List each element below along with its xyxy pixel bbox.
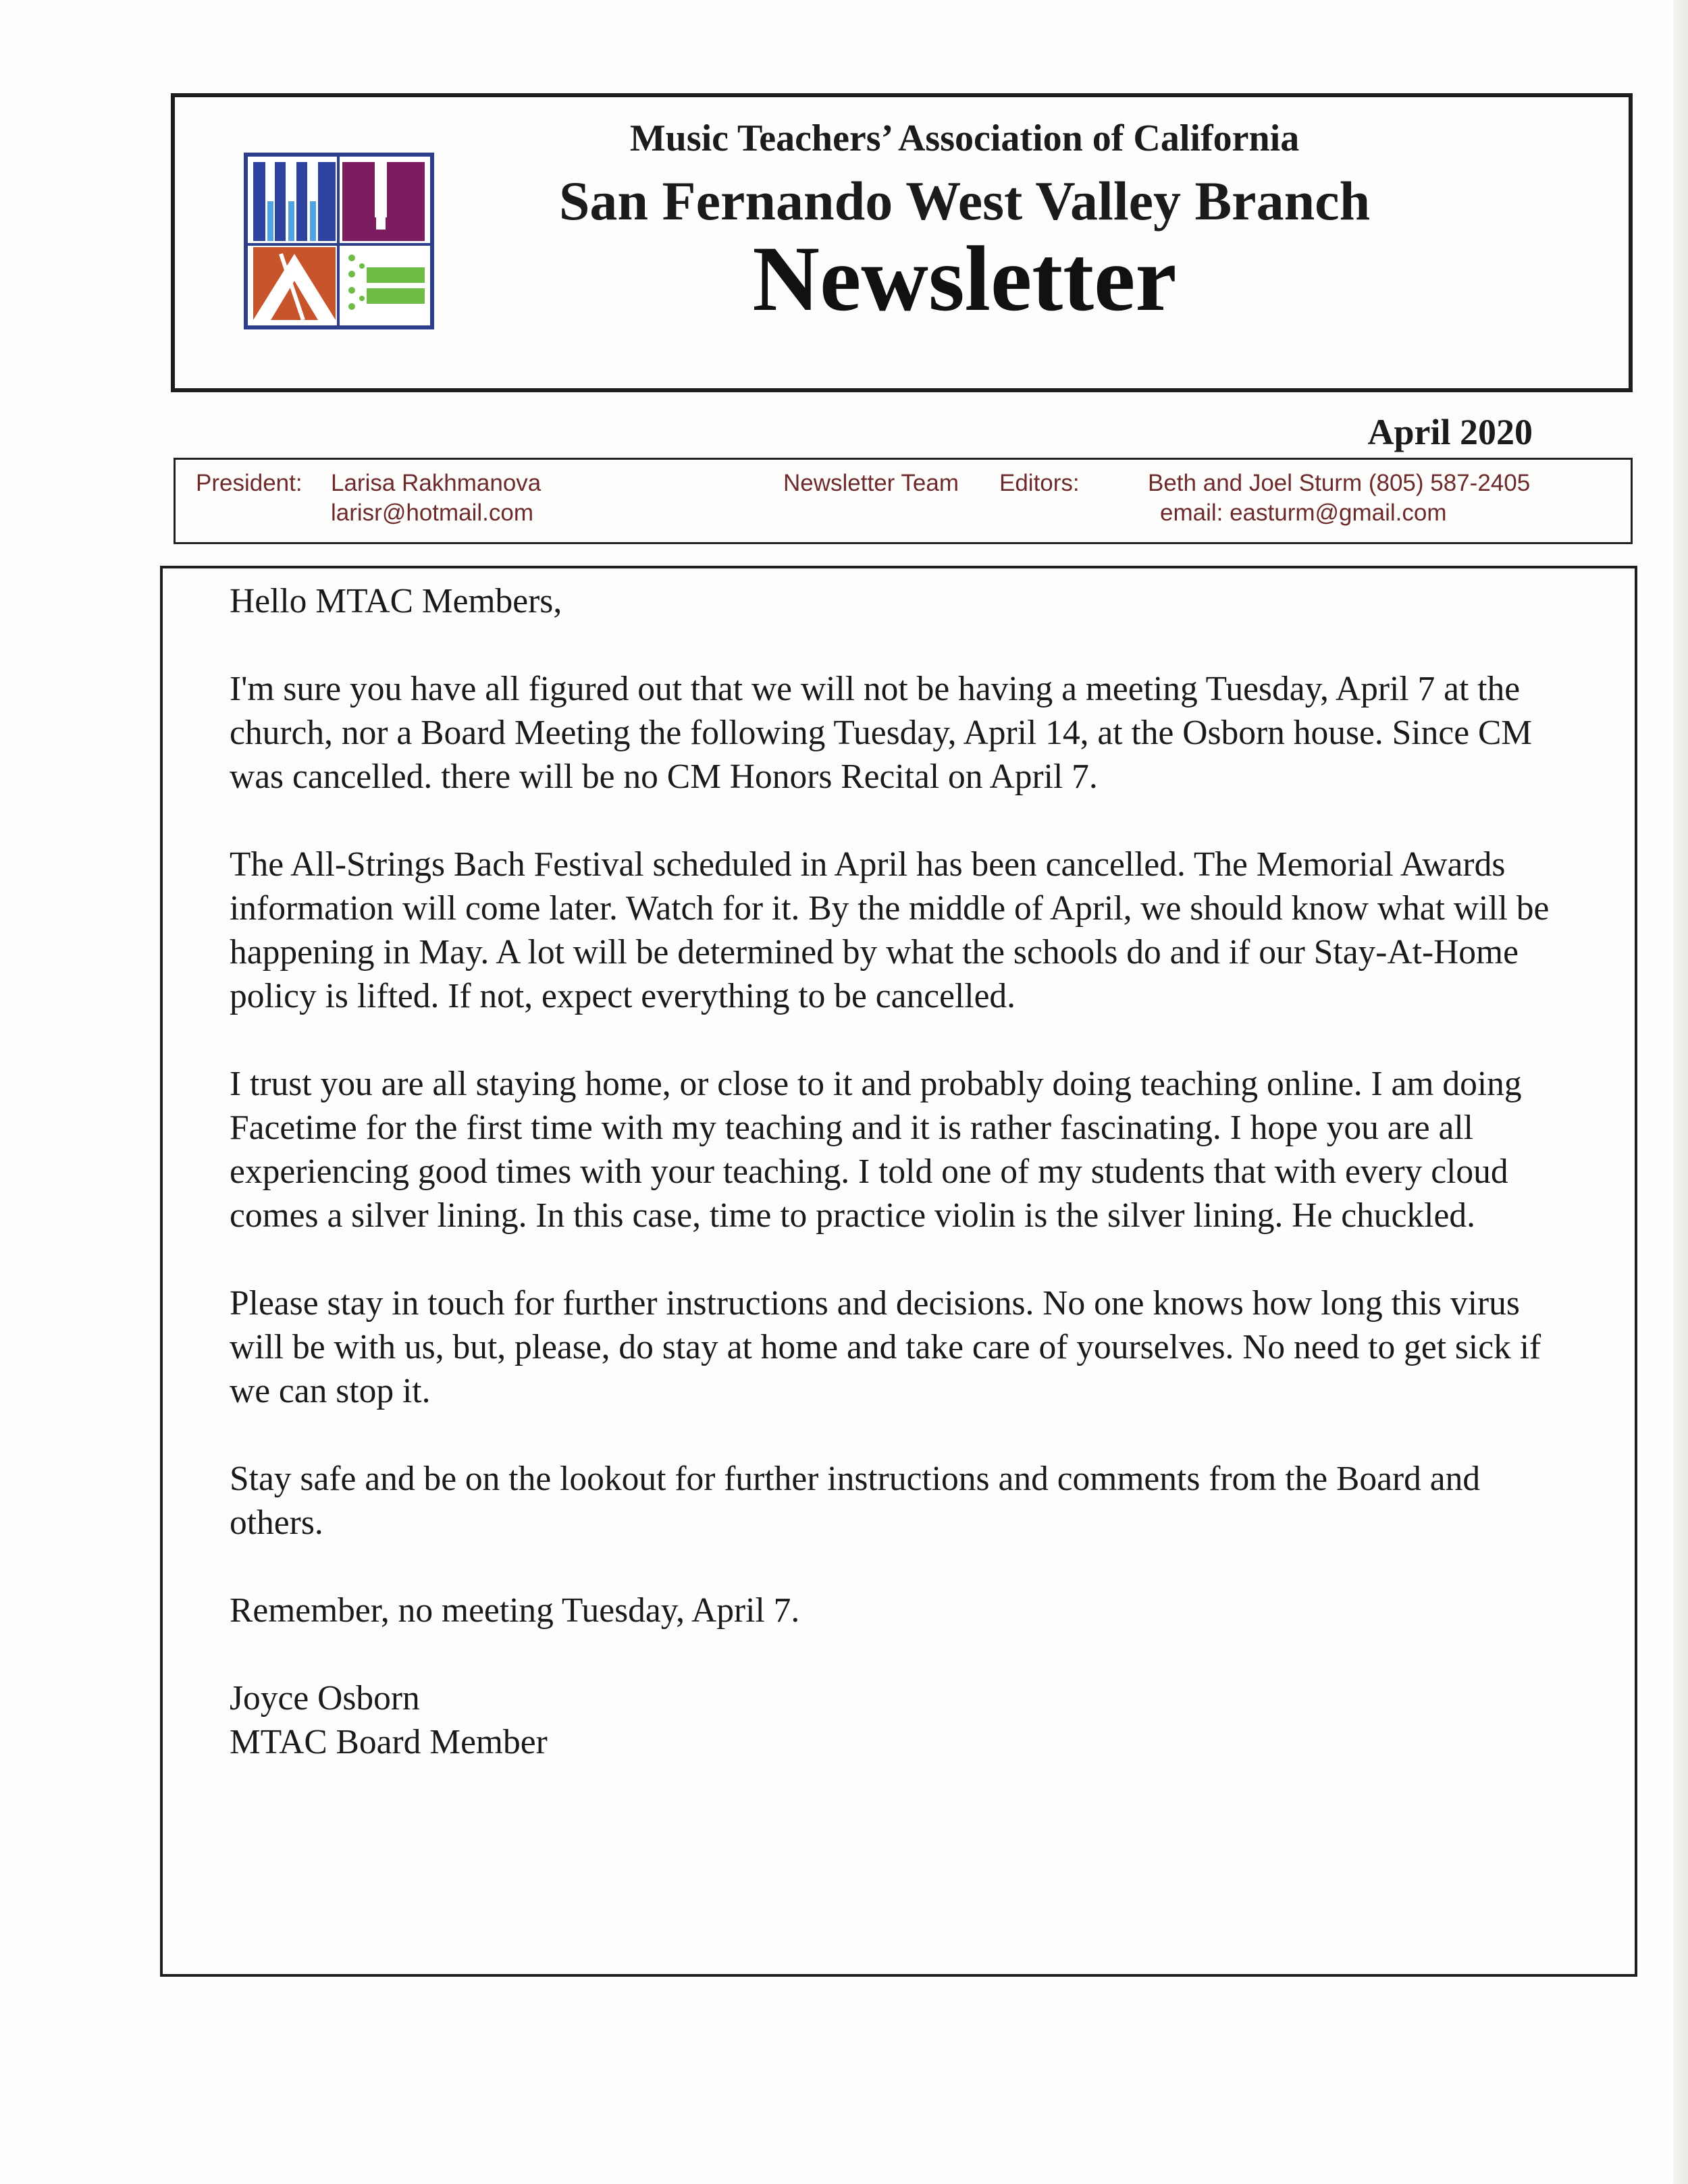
editors-label: Editors: [999, 470, 1080, 496]
branch-name: San Fernando West Valley Branch [558, 170, 1371, 232]
letter-paragraph: I'm sure you have all figured out that we will not be having a meeting Tuesday, April 7 at the church, nor a Board Meeting the following Tuesday, April 14, at the Osborn house. Since CM was cancelled. there will be no CM Honors Recital on April 7. [230, 670, 1533, 796]
page-edge [1673, 0, 1688, 2184]
letter-paragraph: I trust you are all staying home, or close to it and probably doing teaching online. I am doing Facetime for the first time with my teaching and it is rather fascinating. I hope you are all experiencing good times with your teaching. I told one of my students that with every cloud comes a silver lining. In this case, time to practice violin is the silver lining. He chuckled. [230, 1065, 1522, 1235]
organization-name: Music Teachers’ Association of California [629, 117, 1300, 159]
letter-paragraph: Remember, no meeting Tuesday, April 7. [230, 1591, 800, 1630]
president-email: larisr@hotmail.com [331, 500, 534, 526]
masthead [171, 93, 1633, 392]
signature-title: MTAC Board Member [230, 1723, 548, 1761]
letter-body [230, 579, 1560, 1764]
issue-date: April 2020 [1367, 412, 1533, 452]
letter-paragraph: The All-Strings Bach Festival scheduled in April has been cancelled. The Memorial Awards information will come later. Watch for it. By the middle of April, we should know what will be happening in May. A lot will be determined by what the schools do and if our Stay-At-Home policy is lifted. If not, expect everything to be cancelled. [230, 845, 1550, 1015]
contact-panel [174, 458, 1633, 544]
letter-paragraph: Stay safe and be on the lookout for further instructions and comments from the Board and others. [230, 1460, 1481, 1542]
letter-paragraph: Please stay in touch for further instructions and decisions. No one knows how long this virus will be with us, but, please, do stay at home and take care of yourselves. No need to get sick if we can stop it. [230, 1284, 1541, 1410]
mtac-logo-icon [244, 153, 434, 329]
letter-greeting: Hello MTAC Members, [230, 582, 562, 620]
president-label: President: [196, 470, 302, 496]
newsletter-title: Newsletter [752, 227, 1177, 330]
newsletter-team-label: Newsletter Team [783, 470, 959, 496]
editors-names: Beth and Joel Sturm (805) 587-2405 [1148, 470, 1531, 496]
editors-email: email: easturm@gmail.com [1160, 500, 1447, 526]
signature-name: Joyce Osborn [230, 1679, 420, 1717]
president-name: Larisa Rakhmanova [331, 470, 542, 496]
letter-signature [230, 1676, 1560, 1764]
